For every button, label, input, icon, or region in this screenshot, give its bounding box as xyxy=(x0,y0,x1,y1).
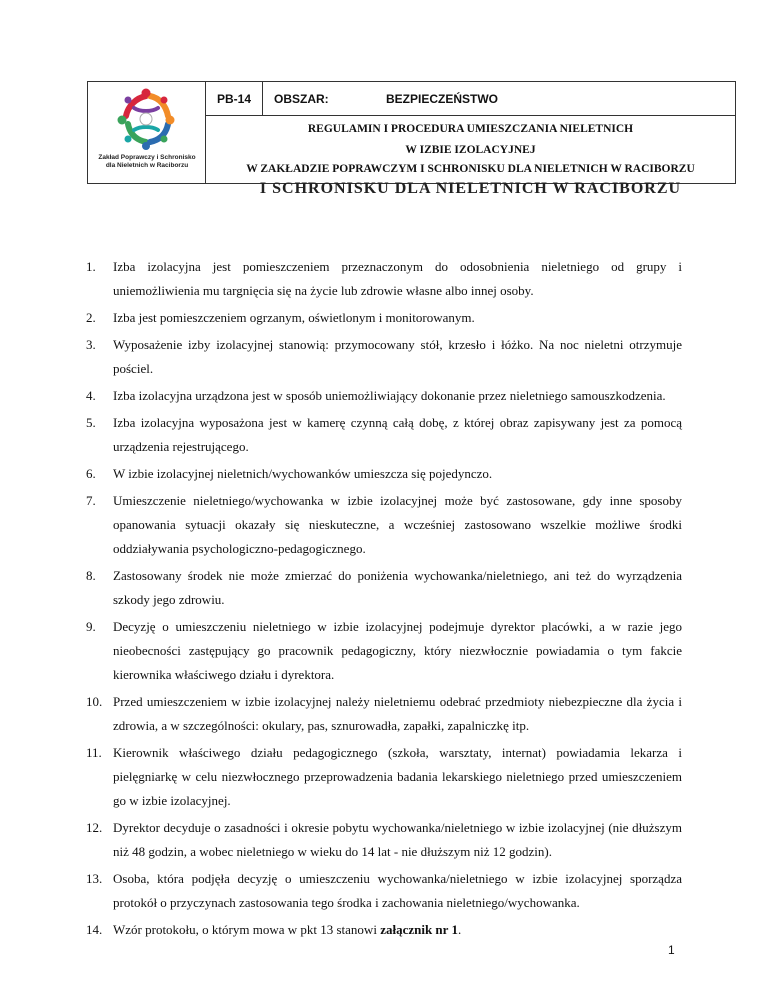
item-text: W izbie izolacyjnej nieletnich/wychowanków umieszcza się pojedynczo. xyxy=(113,466,493,481)
title-line-3: W ZAKŁADZIE POPRAWCZYM I SCHRONISKU DLA NIELETNICH W RACIBORZU xyxy=(246,163,695,175)
item-number: 2. xyxy=(86,310,96,325)
item-text: Decyzję o umieszczeniu nieletniego w izbie izolacyjnej podejmuje dyrektor placówki, a w razie jego nieobecności zastępujący go pracownik pedagogiczny, który niezwłocznie powiadamia o tym fakcie kierownika właściwego działu i dyrektora. xyxy=(113,619,682,682)
logo-caption xyxy=(88,154,206,170)
item-number: 3. xyxy=(86,337,96,352)
list-item xyxy=(86,489,682,561)
regulation-list xyxy=(86,255,682,945)
document-header xyxy=(87,81,736,197)
logo-cell xyxy=(88,82,206,183)
item-text: Przed umieszczeniem w izbie izolacyjnej należy nieletniemu odebrać przedmioty niebezpieczne dla życia i zdrowia, a w szczególności: okulary, pas, sznurowadła, zapałki, zapalniczkę itp. xyxy=(113,694,682,733)
item-number: 14. xyxy=(86,922,103,937)
item-number: 6. xyxy=(86,466,96,481)
document-code: PB-14 xyxy=(206,82,263,116)
attachment-reference: załącznik nr 1 xyxy=(380,922,458,937)
area-value: BEZPIECZEŃSTWO xyxy=(386,92,499,106)
list-item xyxy=(86,333,682,381)
institution-logo-icon xyxy=(114,88,178,150)
item-number: 12. xyxy=(86,820,103,835)
item-text-before: Wzór protokołu, o którym mowa w pkt 13 stanowi xyxy=(113,922,381,937)
list-item xyxy=(86,615,682,687)
logo-caption-line2: dla Nieletnich w Raciborzu xyxy=(105,162,189,169)
item-number: 10. xyxy=(86,694,103,709)
list-item xyxy=(86,462,682,486)
list-item xyxy=(86,306,682,330)
item-text: Izba jest pomieszczeniem ogrzanym, oświetlonym i monitorowanym. xyxy=(113,310,475,325)
item-number: 1. xyxy=(86,259,96,274)
area-label: OBSZAR: xyxy=(274,92,329,106)
list-item xyxy=(86,690,682,738)
item-number: 9. xyxy=(86,619,96,634)
document-title xyxy=(206,116,735,197)
item-text: Dyrektor decyduje o zasadności i okresie pobytu wychowanka/nieletniego w izbie izolacyjnej (nie dłuższym niż 48 godzin, a wobec nieletniego w wieku do 14 lat - nie dłuższym niż 12 godzin). xyxy=(113,820,682,859)
title-line-2: W IZBIE IZOLACYJNEJ xyxy=(405,144,536,156)
item-number: 8. xyxy=(86,568,96,583)
item-text: Zastosowany środek nie może zmierzać do poniżenia wychowanka/nieletniego, ani też do wyrządzenia szkody jego zdrowiu. xyxy=(113,568,682,607)
list-item xyxy=(86,255,682,303)
title-line-1: REGULAMIN I PROCEDURA UMIESZCZANIA NIELETNICH xyxy=(307,123,634,135)
item-text-after: . xyxy=(457,922,462,937)
item-number: 11. xyxy=(86,745,102,760)
page-number: 1 xyxy=(668,943,675,957)
logo-caption-line1: Zakład Poprawczy i Schronisko xyxy=(98,154,196,161)
list-item xyxy=(86,816,682,864)
item-text: Wyposażenie izby izolacyjnej stanowią: przymocowany stół, krzesło i łóżko. Na noc nieletni otrzymuje pościel. xyxy=(113,337,682,376)
item-text: Kierownik właściwego działu pedagogicznego (szkoła, warsztaty, internat) powiadamia lekarza i pielęgniarkę w celu niezwłocznego przeprowadzenia badania lekarskiego nieletniego przed umieszczeniem go w izbie izolacyjnej. xyxy=(113,745,682,808)
item-text: Osoba, która podjęła decyzję o umieszczeniu wychowanka/nieletniego w izbie izolacyjnej sporządza protokół o przyczynach zastosowania tego środka i zachowania nieletniego/wychowanka. xyxy=(113,871,682,910)
title-overflow-line: I SCHRONISKU DLA NIELETNICH W RACIBORZU xyxy=(259,180,682,197)
item-text: Izba izolacyjna jest pomieszczeniem przeznaczonym do odosobnienia nieletniego od grupy i uniemożliwienia mu targnięcia się na życie lub zdrowie własne albo innej osoby. xyxy=(113,259,682,298)
item-text: Izba izolacyjna wyposażona jest w kamerę czynną całą dobę, z której obraz zapisywany jest za pomocą urządzenia rejestrującego. xyxy=(113,415,682,454)
item-text xyxy=(113,918,682,942)
item-text: Izba izolacyjna urządzona jest w sposób uniemożliwiający dokonanie przez nieletniego samouszkodzenia. xyxy=(113,388,666,403)
list-item xyxy=(86,384,682,408)
list-item xyxy=(86,564,682,612)
list-item xyxy=(86,411,682,459)
item-number: 4. xyxy=(86,388,96,403)
item-number: 5. xyxy=(86,415,96,430)
area-cell xyxy=(263,82,735,116)
item-number: 7. xyxy=(86,493,96,508)
item-number: 13. xyxy=(86,871,103,886)
item-text: Umieszczenie nieletniego/wychowanka w izbie izolacyjnej może być zastosowane, gdy inne sposoby opanowania sytuacji okazały się nieskuteczne, a wcześniej zastosowano wszelkie możliwe środki oddziaływania psychologiczno-pedagogicznego. xyxy=(113,493,682,556)
list-item xyxy=(86,741,682,813)
list-item xyxy=(86,918,682,942)
list-item xyxy=(86,867,682,915)
